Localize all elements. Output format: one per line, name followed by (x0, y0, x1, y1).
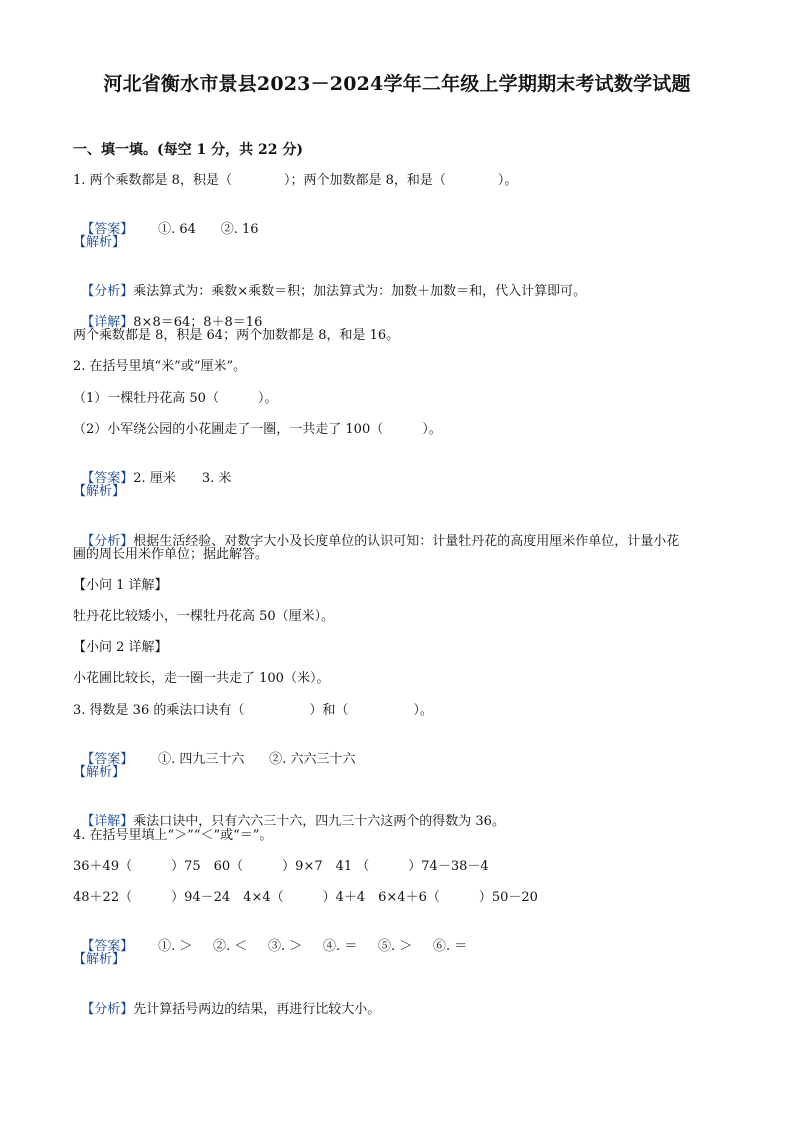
answer-q4-4: ＝ (344, 939, 358, 954)
fenxi-text: 乘法算式为：乘数×乘数＝积；加法算式为：加数＋加数＝和，代入计算即可。 (133, 284, 587, 299)
question-4-row-1: 36＋49（ ）75 60（ ）9×7 41 （ ）74－38－4 (73, 859, 489, 874)
fenxi-tag: 【分析】 (81, 1002, 134, 1017)
circled-2: ② (220, 222, 234, 237)
question-1: 1. 两个乘数都是 8，积是（ ）；两个加数都是 8，和是（ ）。 (73, 173, 518, 188)
analysis-tag: 【解析】 (73, 765, 126, 780)
sub2-text: 小花圃比较长，走一圈一共走了 100（米）。 (73, 671, 330, 686)
circled-4: ④ (322, 939, 336, 954)
circled-5: ⑤ (377, 939, 391, 954)
answer-row-q1: 【答案】 ①. 64 ②. 16 (81, 222, 259, 237)
analysis-tag: 【解析】 (73, 484, 126, 499)
sub1-tag: 【小问 1 详解】 (73, 578, 168, 593)
fenxi-text: 根据生活经验、对数字大小及长度单位的认识可知：计量牡丹花的高度用厘米作单位，计量小花 (133, 534, 680, 549)
fenxi-text: 先计算括号两边的结果，再进行比较大小。 (133, 1002, 381, 1017)
answer-tag: 【答案】 (81, 752, 134, 767)
question-2-part-2: （2）小军绕公园的小花圃走了一圈，一共走了 100（ ）。 (73, 422, 442, 437)
conclusion-q1: 两个乘数都是 8，积是 64；两个加数都是 8，和是 16。 (73, 328, 400, 343)
answer-q4-6: ＝ (454, 939, 468, 954)
detail-q3 (73, 795, 505, 831)
fenxi-q4 (73, 983, 380, 1019)
fenxi-q2-line2: 圃的周长用米作单位；据此解答。 (73, 547, 269, 562)
question-3: 3. 得数是 36 的乘法口诀有（ ）和（ ）。 (73, 703, 433, 718)
circled-1: ① (158, 752, 172, 767)
answer-q4-3: ＞ (289, 939, 303, 954)
answer-q4-1: ＞ (179, 939, 193, 954)
question-2: 2. 在括号里填“米”或“厘米”。 (73, 359, 247, 374)
answer-q4-2: ＜ (234, 939, 248, 954)
sub1-text: 牡丹花比较矮小，一棵牡丹花高 50（厘米）。 (73, 609, 335, 624)
circled-3: ③ (268, 939, 282, 954)
answer-q3-2: 六六三十六 (290, 752, 356, 767)
question-4: 4. 在括号里填上“＞”“＜”或“＝”。 (73, 828, 273, 843)
analysis-tag: 【解析】 (73, 235, 126, 250)
detail-text: 乘法口诀中，只有六六三十六，四九三十六这两个的得数为 36。 (133, 814, 505, 829)
answer-row-q4: 【答案】 ①. ＞ ②. ＜ ③. ＞ ④. ＝ ⑤. ＞ ⑥. ＝ (81, 939, 468, 954)
fenxi-tag: 【分析】 (81, 284, 134, 299)
detail-text: 8×8＝64；8＋8＝16 (133, 315, 263, 330)
answer-q1-1: 64 (179, 222, 196, 237)
detail-tag: 【详解】 (81, 814, 134, 829)
fenxi-tag: 【分析】 (81, 534, 134, 549)
answer-q2: 2. 厘米 3. 米 (133, 471, 232, 486)
section-heading: 一、填一填。(每空 1 分，共 22 分) (73, 142, 303, 158)
circled-2: ② (269, 752, 283, 767)
circled-2: ② (213, 939, 227, 954)
page-title: 河北省衡水市景县2023－2024学年二年级上学期期末考试数学试题 (103, 73, 691, 95)
circled-6: ⑥ (432, 939, 446, 954)
sub2-tag: 【小问 2 详解】 (73, 640, 168, 655)
answer-tag: 【答案】 (81, 939, 134, 954)
answer-q1-2: 16 (241, 222, 259, 237)
question-4-row-2: 48＋22（ ）94－24 4×4（ ）4＋4 6×4＋6（ ）50－20 (73, 890, 538, 905)
detail-tag: 【详解】 (81, 315, 134, 330)
answer-tag: 【答案】 (81, 222, 134, 237)
analysis-tag: 【解析】 (73, 952, 126, 967)
circled-1: ① (158, 222, 172, 237)
answer-tag: 【答案】 (81, 471, 134, 486)
question-2-part-1: （1）一棵牡丹花高 50（ ）。 (73, 391, 278, 406)
circled-1: ① (158, 939, 172, 954)
answer-row-q3: 【答案】 ①. 四九三十六 ②. 六六三十六 (81, 752, 356, 767)
answer-q4-5: ＞ (399, 939, 413, 954)
answer-q3-1: 四九三十六 (179, 752, 245, 767)
